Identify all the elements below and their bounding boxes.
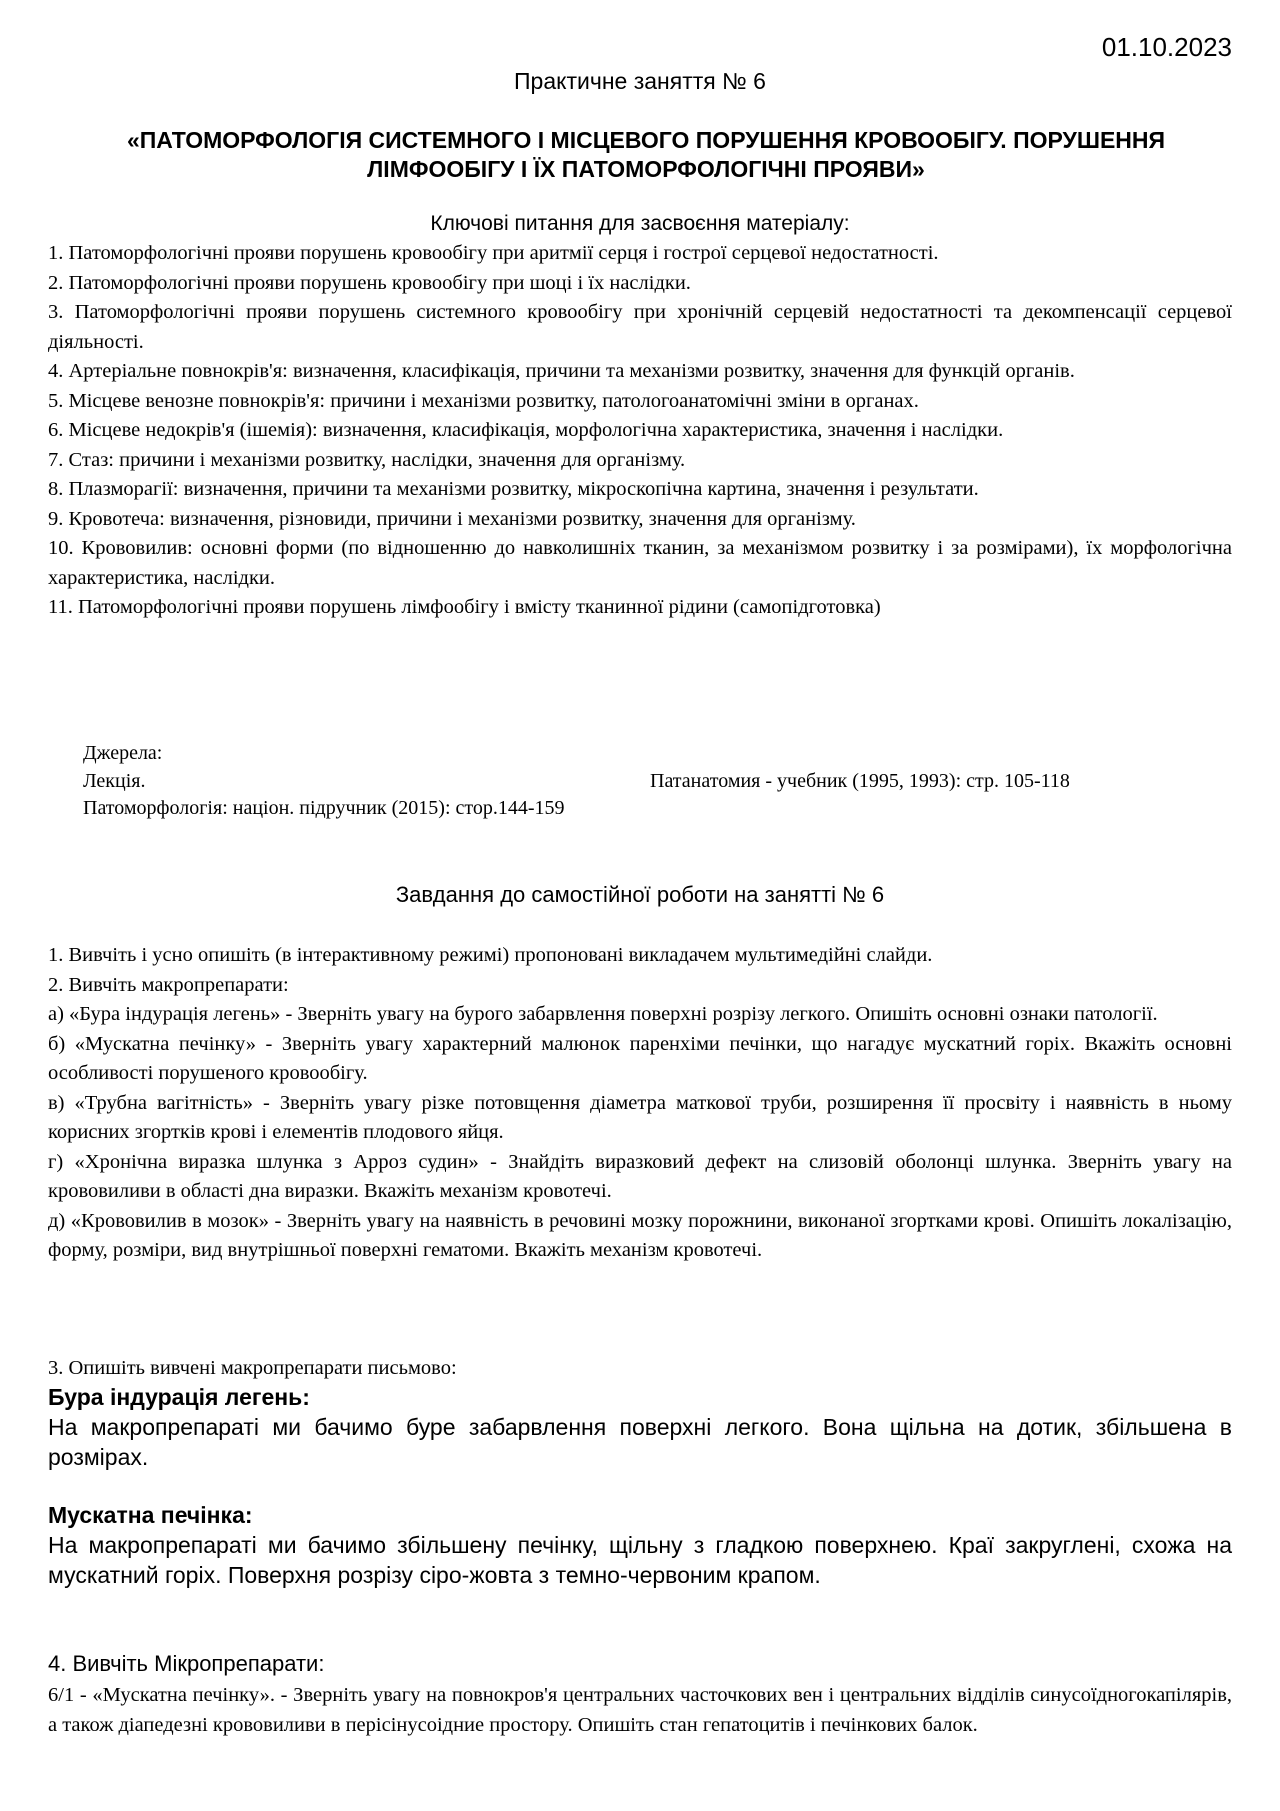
list-item: 2. Вивчіть макропрепарати: [48,973,289,996]
tasks-list [48,941,1232,1266]
micro-text: 6/1 - «Мускатна печінку». - Зверніть увагу на повнокров'я центральних часточкових вен і центральних відділів синусоїдногокапілярів, а також діапедезні крововиливи в перісінусоідние простору. Опишіть стан гепатоцитів і печінкових балок. [48,1684,1232,1736]
list-item: д) «Крововилив в мозок» - Зверніть увагу на наявність в речовині мозку порожнини, виконаної згортками крові. Опишіть локалізацію, форму, розміри, вид внутрішньої поверхні гематоми. Вкажіть механізм кровотечі. [48,1209,1232,1261]
source-item: Патоморфологія: націон. підручник (2015): стор.144-159 [83,797,565,819]
source-item: Патанатомия - учебник (1995, 1993): стр. 105-118 [650,770,1070,792]
list-item: 1. Вивчіть і усно опишіть (в інтерактивному режимі) пропоновані викладачем мультимедійні слайди. [48,944,933,966]
document-title: «ПАТОМОРФОЛОГІЯ СИСТЕМНОГО І МІСЦЕВОГО ПОРУШЕННЯ КРОВООБІГУ. ПОРУШЕННЯ ЛІМФООБІГУ І ЇХ ПАТОМОРФОЛОГІЧНІ ПРОЯВИ» [126,127,1166,182]
list-item: 10. Крововилив: основні форми (по відношенню до навколишніх тканин, за механізмом розвитку і за розмірами), їх морфологічна характеристика, наслідки. [48,537,1232,589]
description-heading: Бура індурація легень: [48,1384,310,1410]
list-item: 8. Плазморагії: визначення, причини та механізми розвитку, мікроскопічна картина, значення і результати. [48,478,979,500]
micro-heading: 4. Вивчіть Мікропрепарати: [48,1651,325,1676]
list-item: б) «Мускатна печінку» - Зверніть увагу характерний малюнок паренхіми печінки, що нагадує мускатний горіх. Вкажіть основні особливості порушеного кровообігу. [48,1032,1232,1084]
list-item: 5. Місцеве венозне повнокрів'я: причини і механізми розвитку, патологоанатомічні зміни в органах. [48,389,919,412]
document-date: 01.10.2023 [1101,32,1232,62]
list-item: 9. Кровотеча: визначення, різновиди, причини і механізми розвитку, значення для організму. [48,507,856,530]
description-text: На макропрепараті ми бачимо збільшену печінку, щільну з гладкою поверхнею. Краї закруглені, схожа на мускатний горіх. Поверхня розрізу сіро-жовта з темно-червоним крапом. [48,1532,1232,1588]
key-questions-list [48,239,1232,623]
description-text: На макропрепараті ми бачимо буре забарвлення поверхні легкого. Вона щільна на дотик, збільшена в розмірах. [48,1414,1232,1470]
key-questions-heading: Ключові питання для засвоєння матеріалу: [430,212,850,235]
list-item: 11. Патоморфологічні прояви порушень лімфообігу і вмісту тканинної рідини (самопідготовка) [48,596,881,618]
description-block [48,1500,1232,1590]
list-item: г) «Хронічна виразка шлунка з Арроз судин» - Знайдіть виразковий дефект на слизовій оболонці шлунка. Зверніть увагу на крововиливи в області дна виразки. Вкажіть механізм кровотечі. [48,1150,1232,1202]
sources-heading: Джерела: [83,742,163,764]
source-item: Лекція. [83,769,146,792]
description-heading: Мускатна печінка: [48,1502,253,1528]
list-item: 4. Артеріальне повнокрів'я: визначення, класифікація, причини та механізми розвитку, значення для функцій органів. [48,360,1075,382]
task-3-heading: 3. Опишіть вивчені макропрепарати письмово: [48,1357,457,1379]
list-item: 1. Патоморфологічні прояви порушень кровообігу при аритмії серця і гострої серцевої недостатності. [48,242,939,264]
list-item: 3. Патоморфологічні прояви порушень системного кровообігу при хронічній серцевій недостатності та декомпенсації серцевої діяльності. [48,301,1232,353]
list-item: в) «Трубна вагітність» - Зверніть увагу різке потовщення діаметра маткової труби, розширення її просвіту і наявність в ньому корисних згортків крові і елементів плодового яйця. [48,1091,1232,1143]
list-item: 7. Стаз: причини і механізми розвитку, наслідки, значення для організму. [48,448,686,471]
description-block [48,1382,1232,1472]
list-item: а) «Бура індурація легень» - Зверніть увагу на бурого забарвлення поверхні розрізу легкого. Опишіть основні ознаки патології. [48,1003,1158,1025]
lesson-number: Практичне заняття № 6 [514,68,766,94]
list-item: 6. Місцеве недокрів'я (ішемія): визначення, класифікація, морфологічна характеристика, значення і наслідки. [48,419,1004,441]
list-item: 2. Патоморфологічні прояви порушень кровообігу при шоці і їх наслідки. [48,271,691,294]
sources-left [83,740,643,823]
tasks-heading: Завдання до самостійної роботи на занятті № 6 [395,882,885,907]
